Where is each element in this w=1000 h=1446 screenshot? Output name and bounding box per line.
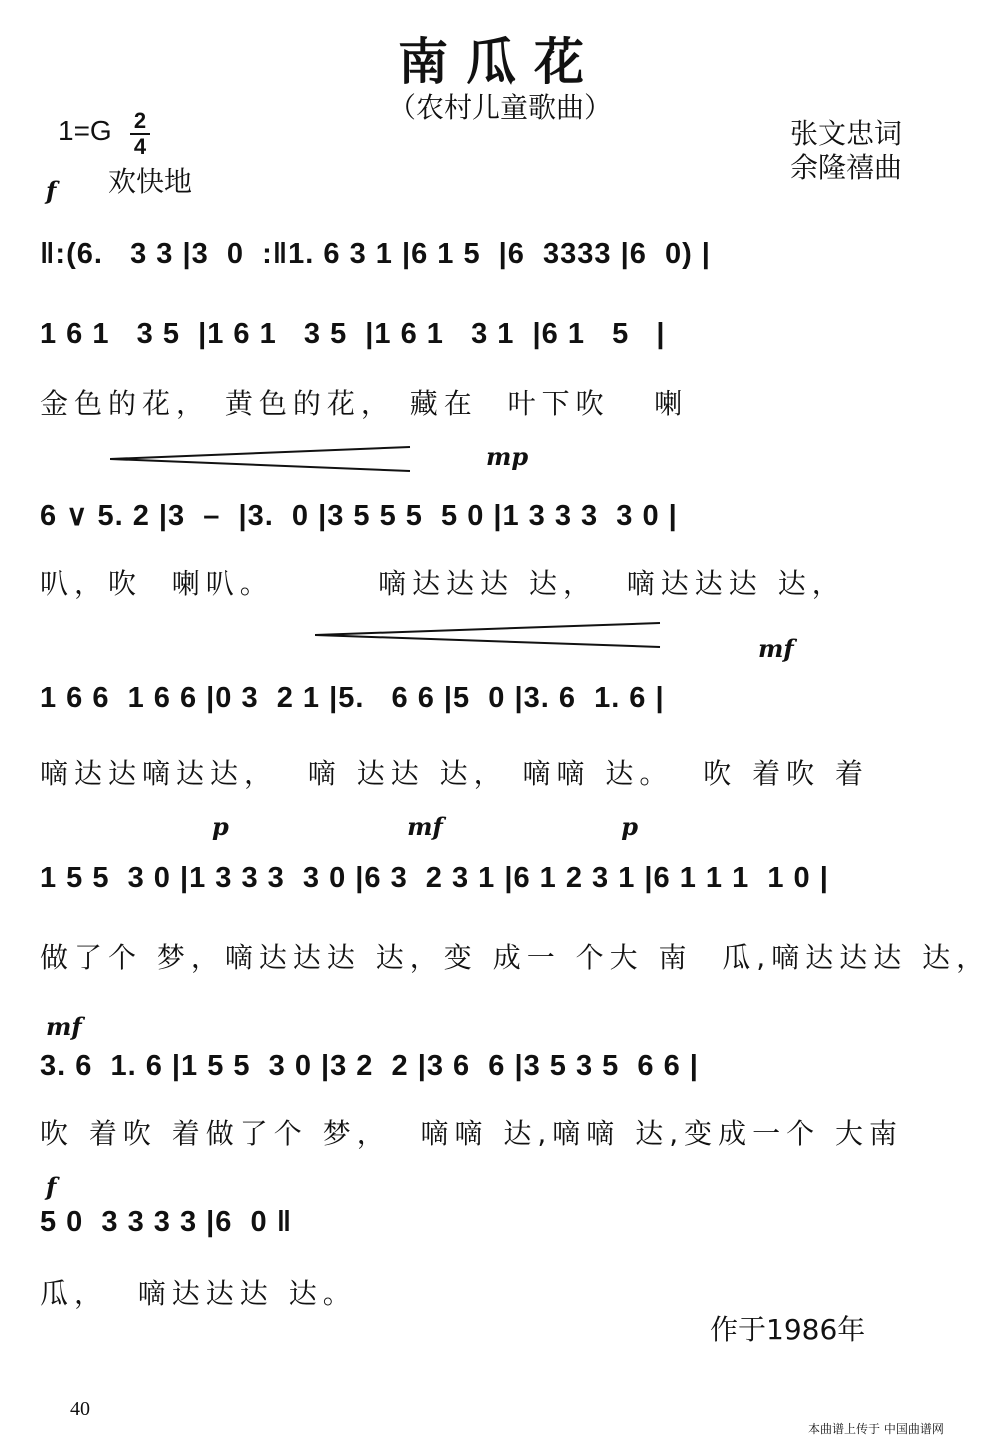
crescendo-hairpin-2 xyxy=(315,620,670,650)
lyrics-row-4: 嘀达达嘀达达， 嘀 达达 达， 嘀嘀 达。 吹 着吹 着 xyxy=(40,757,870,790)
dynamic-row-1: f xyxy=(46,176,57,205)
dynamic-row-3: mp xyxy=(486,442,529,471)
dynamic-row-7: f xyxy=(46,1172,57,1201)
lyrics-row-2: 金色的花， 黄色的花， 藏在 叶下吹 喇 xyxy=(40,387,689,420)
dynamic-row-5: p mf p xyxy=(212,812,638,841)
page-number: 40 xyxy=(70,1398,90,1420)
lyrics-row-3: 叭，吹 喇叭。 嘀达达达 达， 嘀达达达 达， xyxy=(40,567,846,600)
song-subtitle: （农村儿童歌曲） xyxy=(387,91,612,124)
score-row-5: 1 5 5 3 0 |1 3 3 3 3 0 |6 3 2 3 1 |6 1 2 3 1 |6 1 1 1 1 0 | xyxy=(40,862,829,894)
score-row-4: 1 6 6 1 6 6 |0 3 2 1 |5. 6 6 |5 0 |3. 6 1. 6 | xyxy=(40,682,665,714)
lyrics-row-7: 瓜， 嘀达达达 达。 xyxy=(40,1277,357,1310)
tempo-marking: 欢快地 xyxy=(108,165,193,198)
lyricist: 张文忠词 xyxy=(790,117,903,150)
score-row-3: 6 ∨ 5. 2 |3 – |3. 0 |3 5 5 5 5 0 |1 3 3 3 3 0 | xyxy=(40,500,678,532)
dynamic-row-6: mf xyxy=(46,1012,82,1041)
time-numerator: 2 xyxy=(133,108,147,133)
dynamic-row-4: mf xyxy=(758,634,794,663)
footer-watermark: 本曲谱上传于 中国曲谱网 xyxy=(808,1422,944,1436)
composer: 余隆禧曲 xyxy=(790,151,903,184)
lyrics-row-5: 做了个 梦，嘀达达达 达，变 成一 个大 南 瓜,嘀达达达 达， xyxy=(40,941,991,974)
score-row-1: ‖:(6. 3 3 |3 0 :‖1. 6 3 1 |6 1 5 |6 3333 |6 0) | xyxy=(40,238,711,270)
score-row-2: 1 6 1 3 5 |1 6 1 3 5 |1 6 1 3 1 |6 1 5 | xyxy=(40,318,666,350)
crescendo-hairpin-1 xyxy=(110,444,420,474)
time-denominator: 4 xyxy=(133,134,147,159)
song-title: 南瓜花 xyxy=(398,33,602,91)
score-row-6: 3. 6 1. 6 |1 5 5 3 0 |3 2 2 |3 6 6 |3 5 3 5 6 6 | xyxy=(40,1050,699,1082)
composition-year: 作于1986年 xyxy=(710,1313,866,1346)
time-signature xyxy=(130,110,150,158)
key-signature: 1=G xyxy=(58,115,112,146)
lyrics-row-6: 吹 着吹 着做了个 梦， 嘀嘀 达,嘀嘀 达,变成一个 大南 xyxy=(40,1117,904,1150)
score-row-7: 5 0 3 3 3 3 |6 0 ‖ xyxy=(40,1206,293,1238)
